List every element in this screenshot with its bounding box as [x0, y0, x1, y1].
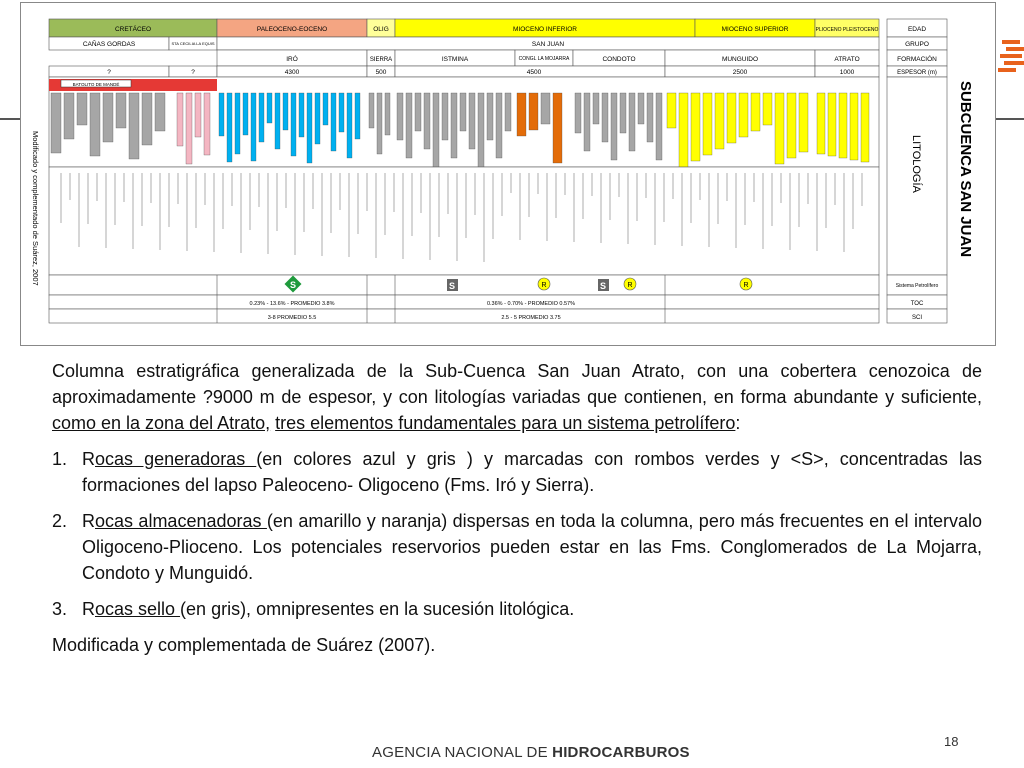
sci-paleoceno: 3-8 PROMEDIO 5.5 [267, 315, 317, 321]
body-text [52, 358, 982, 668]
lithology-bar [51, 93, 61, 153]
label-sci: SCI [911, 315, 923, 321]
list-item-almacenadoras: 2. Rocas almacenadoras (en amarillo y naranja) dispersas en toda la columna, pero más frecuentes en el intervalo Oligoceno-Plioceno. Los potenciales reservorios pueden estar en las Fms. Conglomerados de La Mojarra, Condoto y Munguidó. [52, 508, 982, 586]
header-row-group [49, 37, 947, 50]
label-toc: TOC [910, 301, 924, 307]
credit-rotated: Modificado y complementado de Suárez, 2007 [31, 131, 40, 286]
list-number: 3. [52, 599, 68, 619]
term-sello: ocas sello [95, 599, 181, 619]
term-generadoras: ocas generadoras [95, 449, 257, 469]
thickness-canas: ? [107, 69, 111, 76]
lithology-bar [406, 93, 412, 158]
lithology-bar [647, 93, 653, 142]
lithology-bar [291, 93, 296, 156]
age-mioceno-sup: MIOCENO SUPERIOR [721, 26, 789, 33]
lithology-bar [315, 93, 320, 144]
lithology-bar [751, 93, 760, 131]
page-number: 18 [944, 734, 959, 749]
formation-sierra: SIERRA [369, 57, 393, 63]
lithology-bar [251, 93, 256, 161]
lithology-bar [385, 93, 390, 135]
thickness-sta: ? [191, 69, 195, 76]
label-sistema-petrolifero: Sistema Petrolífero [895, 283, 939, 289]
age-paleoceno: PALEOCENO-EOCENO [256, 26, 328, 33]
lithology-bar [442, 93, 448, 140]
lithology-bar [267, 93, 272, 123]
lithology-bar [691, 93, 700, 161]
lithology-bar [116, 93, 126, 128]
lithology-bar [602, 93, 608, 142]
lithology-bar [235, 93, 240, 154]
group-canas-gordas: CAÑAS GORDAS [82, 41, 136, 48]
lithology-bar [469, 93, 475, 149]
lithology-bar [204, 93, 210, 155]
list-number: 1. [52, 449, 68, 469]
lithology-bar [496, 93, 502, 158]
lithology-bar [186, 93, 192, 164]
batolito-label: BATOLITO DE MANDÉ [72, 82, 120, 87]
lithology-bar [339, 93, 344, 132]
thickness-munguido: 2500 [732, 69, 748, 76]
lithology-bar [243, 93, 248, 135]
lithology-bar [355, 93, 360, 139]
lithology-bar [787, 93, 796, 158]
thickness-atrato: 1000 [839, 69, 855, 76]
credit-line: Modificada y complementada de Suárez (2007). [52, 635, 436, 655]
lithology-bar [347, 93, 352, 158]
lithology-bar [656, 93, 662, 160]
header-row-formation [217, 50, 947, 66]
sci-mioceno: 2.5 - 5 PROMEDIO 3.75 [501, 315, 561, 321]
thickness-sierra: 500 [375, 69, 387, 76]
lithology-bar [155, 93, 165, 131]
lithology-bar [529, 93, 538, 130]
lithology-bar [275, 93, 280, 149]
lithology-bar [64, 93, 74, 139]
lithology-bar [620, 93, 626, 133]
lithology-bar [817, 93, 825, 154]
lithology-bar [103, 93, 113, 142]
left-rule [0, 118, 20, 120]
formation-la-mojarra: CONGL LA MOJARRA [518, 56, 570, 62]
list-item-sello: 3. Rocas sello (en gris), omnipresentes en la sucesión litológica. [52, 596, 982, 622]
group-sta-cecilia: STA CECILIA LA EQUIS [171, 41, 215, 46]
list-item-generadoras: 1. Rocas generadoras (en colores azul y gris ) y marcadas con rombos verdes y <S>, concentradas las formaciones del lapso Paleoceno- Oligoceno (Fms. Iró y Sierra). [52, 446, 982, 498]
lithology-bar [377, 93, 382, 154]
formation-condoto: CONDOTO [602, 56, 636, 63]
formation-munguido: MUNGUIDO [721, 56, 759, 63]
reservoir-badge-condoto-label: R [627, 282, 633, 289]
formation-atrato: ATRATO [834, 56, 860, 63]
lithology-bar [715, 93, 724, 149]
toc-mioceno: 0.36% - 0.70% - PROMEDIO 0.57% [486, 301, 576, 307]
lithology-bar [219, 93, 224, 136]
toc-paleoceno: 0.23% - 13.6% - PROMEDIO 3.8% [249, 301, 335, 307]
lithology-bar [703, 93, 712, 155]
lithology-bar [611, 93, 617, 160]
source-badge-iro-label: S [289, 280, 297, 290]
lithology-bar [629, 93, 635, 151]
lithology-bar [177, 93, 183, 146]
term-almacenadoras: ocas almacenadoras [95, 511, 267, 531]
lithology-bar [799, 93, 808, 152]
lithology-bar [553, 93, 562, 163]
thickness-sanjuan: 4500 [526, 69, 542, 76]
lithology-bar [424, 93, 430, 149]
age-olig: OLIG [373, 26, 389, 33]
lithology-bar [505, 93, 511, 131]
lithology-bar [129, 93, 139, 159]
stratigraphic-column-figure [20, 2, 996, 346]
list-number: 2. [52, 511, 68, 531]
lithology-bar [839, 93, 847, 158]
group-san-juan: SAN JUAN [531, 41, 565, 48]
lithology-bar [415, 93, 421, 131]
label-espesor: ESPESOR (m) [897, 70, 937, 76]
lithology-bar [679, 93, 688, 167]
right-rule [996, 118, 1024, 120]
lithology-bar [478, 93, 484, 167]
reservoir-badge-mojarra-label: R [541, 282, 547, 289]
lithology-bar [90, 93, 100, 156]
intro-paragraph: Columna estratigráfica generalizada de la Sub-Cuenca San Juan Atrato, con una cobertera cenozoica de aproximadamente ?9000 m de espesor, y con litologías variadas que contienen, en forma abundante y suficiente, como en la zona del Atrato, tres elementos fundamentales para un sistema petrolífero: [52, 361, 982, 433]
formation-iro: IRÓ [286, 56, 298, 63]
subcuenca-title: SUBCUENCA SAN JUAN [957, 81, 974, 258]
intro-underline-1: como en la zona del Atrato, [52, 413, 271, 433]
lithology-bar [299, 93, 304, 137]
litologia-label: LITOLOGÍA [910, 135, 922, 193]
thickness-iro: 4300 [284, 69, 300, 76]
label-edad: EDAD [907, 26, 927, 33]
reservoir-badge-munguido-label: R [743, 282, 749, 289]
intro-underline-2: tres elementos fundamentales para un sistema petrolífero [275, 413, 736, 433]
lithology-bar [593, 93, 599, 124]
lithology-bar [460, 93, 466, 131]
lithology-bar [195, 93, 201, 137]
footer-brand: AGENCIA NACIONAL DE HIDROCARBUROS [372, 744, 690, 761]
lithology-bar [584, 93, 590, 151]
lithology-bar [331, 93, 336, 151]
age-plioceno: PLIOCENO PLEISTOCENO [815, 27, 879, 33]
header-row-thickness [49, 66, 947, 77]
lithology-bar [861, 93, 869, 162]
lithology-bar [575, 93, 581, 133]
lithology-bar [323, 93, 328, 125]
lithology-bar [727, 93, 736, 143]
lithology-bar [142, 93, 152, 145]
lithology-bar [638, 93, 644, 124]
agency-logo-icon [998, 40, 1024, 76]
lithology-bar [828, 93, 836, 156]
lithology-bar [667, 93, 676, 128]
lithology-bar [517, 93, 526, 136]
lithology-bar [307, 93, 312, 163]
lithology-bar [397, 93, 403, 140]
lithology-bar [541, 93, 550, 124]
lithology-bar [451, 93, 457, 158]
lithology-bar [775, 93, 784, 164]
lithology-bar [739, 93, 748, 137]
lithology-bar [487, 93, 493, 140]
lithology-bar [227, 93, 232, 162]
seal-badge-istmina-label: S [448, 281, 456, 291]
lithology-bar [77, 93, 87, 125]
lithology-bar [850, 93, 858, 160]
label-grupo: GRUPO [905, 41, 929, 48]
label-formacion: FORMACIÓN [897, 56, 937, 63]
age-mioceno-inf: MIOCENO INFERIOR [513, 26, 577, 33]
formation-istmina: ISTMINA [441, 56, 469, 63]
lithology-bar [259, 93, 264, 142]
seal-badge-condoto-label: S [599, 281, 607, 291]
lithology-bar [433, 93, 439, 167]
lithology-bar [283, 93, 288, 130]
lithology-bar [369, 93, 374, 128]
age-cretaceo: CRETÁCEO [114, 26, 152, 33]
lithology-bar [763, 93, 772, 125]
header-row-age [49, 19, 947, 37]
